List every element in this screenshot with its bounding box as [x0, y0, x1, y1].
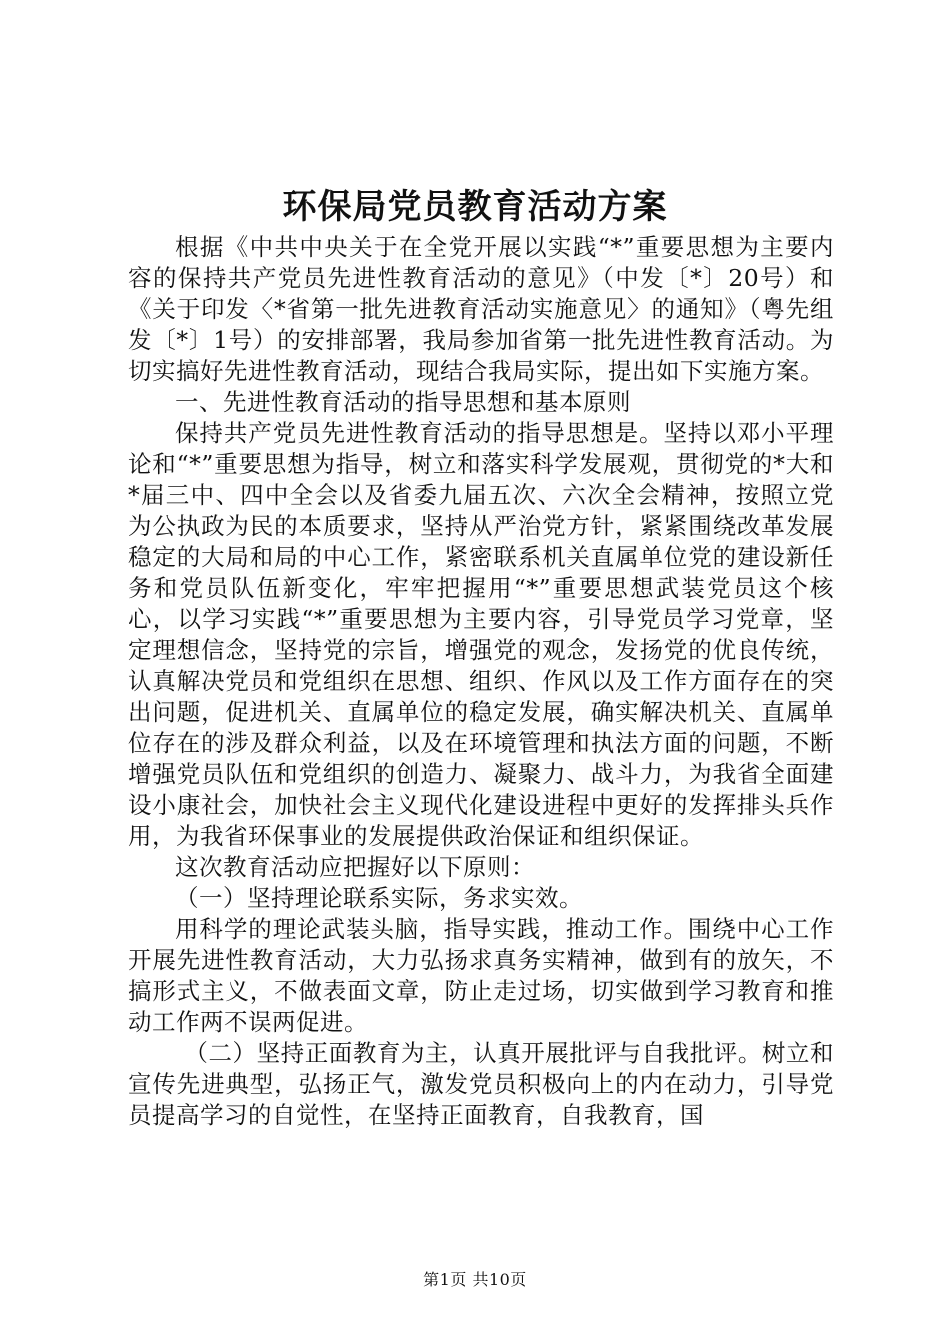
paragraph-principle-1: 用科学的理论武装头脑，指导实践，推动工作。围绕中心工作开展先进性教育活动，大力弘扬求真务实精神，做到有的放矢，不搞形式主义，不做表面文章，防止走过场，切实做到学习教育和推动工作两不误两促进。: [128, 915, 834, 1036]
paragraph-principles-intro: 这次教育活动应把握好以下原则：: [175, 853, 535, 881]
document-title: 环保局党员教育活动方案: [282, 187, 668, 227]
document-body: [128, 232, 834, 1131]
section-heading-1: 一、先进性教育活动的指导思想和基本原则: [175, 388, 631, 416]
principle-1-heading: （一）坚持理论联系实际，务求实效。: [175, 884, 583, 912]
paragraph-principle-2: （二）坚持正面教育为主，认真开展批评与自我批评。树立和宣传先进典型，弘扬正气，激发党员积极向上的内在动力，引导党员提高学习的自觉性，在坚持正面教育，自我教育，国: [128, 1039, 834, 1129]
paragraph-guiding-thought: 保持共产党员先进性教育活动的指导思想是。坚持以邓小平理论和“*”重要思想为指导，树立和落实科学发展观，贯彻党的*大和*届三中、四中全会以及省委九届五次、六次全会精神，按照立党为公执政为民的本质要求，坚持从严治党方针，紧紧围绕改革发展稳定的大局和局的中心工作，紧密联系机关直属单位党的建设新任务和党员队伍新变化，牢牢把握用“*”重要思想武装党员这个核心，以学习实践“*”重要思想为主要内容，引导党员学习党章，坚定理想信念，坚持党的宗旨，增强党的观念，发扬党的优良传统，认真解决党员和党组织在思想、组织、作风以及工作方面存在的突出问题，促进机关、直属单位的稳定发展，确实解决机关、直属单位存在的涉及群众利益，以及在环境管理和执法方面的问题，不断增强党员队伍和党组织的创造力、凝聚力、战斗力，为我省全面建设小康社会，加快社会主义现代化建设进程中更好的发挥排头兵作用，为我省环保事业的发展提供政治保证和组织保证。: [128, 419, 834, 850]
page-footer: 第1页 共10页: [423, 1270, 527, 1289]
paragraph-intro: 根据《中共中央关于在全党开展以实践“*”重要思想为主要内容的保持共产党员先进性教育活动的意见》（中发〔*〕20号）和《关于印发〈*省第一批先进教育活动实施意见〉的通知》（粤先组发〔*〕1号）的安排部署，我局参加省第一批先进性教育活动。为切实搞好先进性教育活动，现结合我局实际，提出如下实施方案。: [128, 233, 834, 385]
